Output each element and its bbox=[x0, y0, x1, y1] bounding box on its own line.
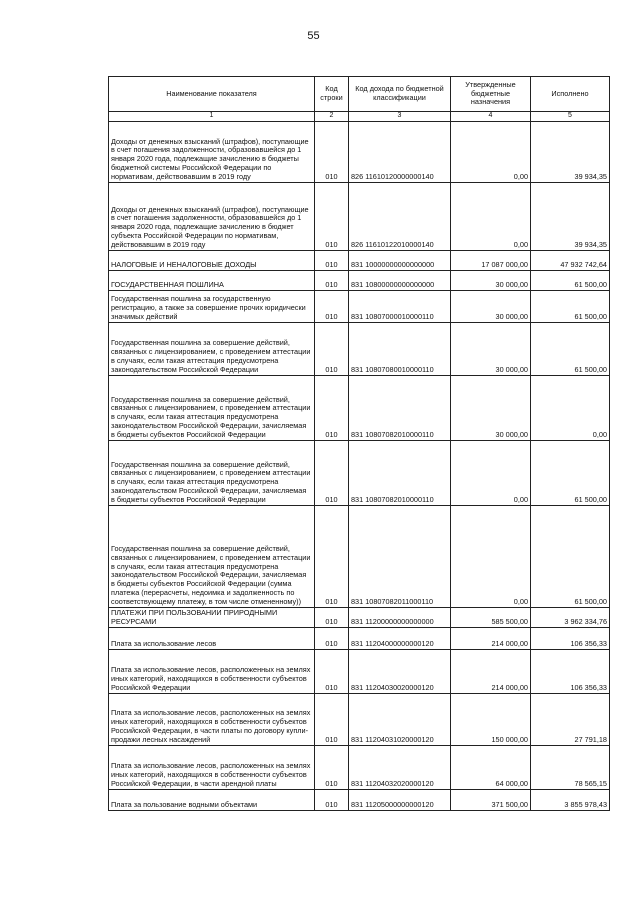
row-approved: 371 500,00 bbox=[451, 790, 531, 811]
row-income-code: 831 11200000000000000 bbox=[349, 608, 451, 628]
header-executed: Исполнено bbox=[531, 77, 610, 112]
row-income-code: 831 10807080010000110 bbox=[349, 323, 451, 376]
row-executed: 61 500,00 bbox=[531, 506, 610, 608]
table-row bbox=[109, 608, 610, 628]
row-line-code: 010 bbox=[315, 251, 349, 271]
row-line-code: 010 bbox=[315, 323, 349, 376]
column-number: 2 bbox=[315, 112, 349, 122]
header-approved: Утвержденные бюджетные назначения bbox=[451, 77, 531, 112]
row-income-code: 831 10807082010000110 bbox=[349, 376, 451, 441]
row-income-code: 826 11610120000000140 bbox=[349, 122, 451, 183]
column-number: 5 bbox=[531, 112, 610, 122]
row-name: Государственная пошлина за совершение действий, связанных с лицензированием, с проведением аттестации в случаях, если такая аттестация предусмотрена законодательством Российской Федерации bbox=[109, 323, 315, 376]
row-approved: 0,00 bbox=[451, 441, 531, 506]
row-name: Плата за использование лесов bbox=[109, 628, 315, 650]
row-line-code: 010 bbox=[315, 122, 349, 183]
table-row bbox=[109, 183, 610, 251]
row-approved: 30 000,00 bbox=[451, 376, 531, 441]
row-name: Государственная пошлина за совершение действий, связанных с лицензированием, с проведением аттестации в случаях, если такая аттестация предусмотрена законодательством Российской Федерации, зачисляемая в бюджеты субъектов Российской Федерации bbox=[109, 441, 315, 506]
row-name: Доходы от денежных взысканий (штрафов), поступающие в счет погашения задолженности, образовавшейся до 1 января 2020 года, подлежащие зачислению в бюджеты бюджетной системы Российской Федерации по нормативам, действовавшим в 2019 году bbox=[109, 122, 315, 183]
column-number: 1 bbox=[109, 112, 315, 122]
row-income-code: 831 10807000010000110 bbox=[349, 291, 451, 323]
row-executed: 39 934,35 bbox=[531, 183, 610, 251]
row-executed: 78 565,15 bbox=[531, 746, 610, 790]
row-executed: 3 855 978,43 bbox=[531, 790, 610, 811]
row-name: ПЛАТЕЖИ ПРИ ПОЛЬЗОВАНИИ ПРИРОДНЫМИ РЕСУРСАМИ bbox=[109, 608, 315, 628]
row-approved: 214 000,00 bbox=[451, 650, 531, 694]
row-line-code: 010 bbox=[315, 291, 349, 323]
table-row bbox=[109, 790, 610, 811]
row-executed: 61 500,00 bbox=[531, 291, 610, 323]
row-line-code: 010 bbox=[315, 376, 349, 441]
row-name: ГОСУДАРСТВЕННАЯ ПОШЛИНА bbox=[109, 271, 315, 291]
row-approved: 0,00 bbox=[451, 122, 531, 183]
row-income-code: 831 11204032020000120 bbox=[349, 746, 451, 790]
row-line-code: 010 bbox=[315, 650, 349, 694]
row-line-code: 010 bbox=[315, 441, 349, 506]
row-name: НАЛОГОВЫЕ И НЕНАЛОГОВЫЕ ДОХОДЫ bbox=[109, 251, 315, 271]
row-approved: 64 000,00 bbox=[451, 746, 531, 790]
row-line-code: 010 bbox=[315, 608, 349, 628]
row-name: Доходы от денежных взысканий (штрафов), поступающие в счет погашения задолженности, образовавшейся до 1 января 2020 года, подлежащие зачислению в бюджет субъекта Российской Федерации по нормативам, действовавшим в 2019 году bbox=[109, 183, 315, 251]
table-row bbox=[109, 628, 610, 650]
budget-execution-table bbox=[108, 76, 610, 811]
row-approved: 30 000,00 bbox=[451, 323, 531, 376]
row-income-code: 831 11204031020000120 bbox=[349, 694, 451, 746]
table-row bbox=[109, 291, 610, 323]
column-number: 3 bbox=[349, 112, 451, 122]
row-name: Плата за использование лесов, расположенных на землях иных категорий, находящихся в собственности субъектов Российской Федерации, в части арендной платы bbox=[109, 746, 315, 790]
table-row bbox=[109, 746, 610, 790]
row-executed: 3 962 334,76 bbox=[531, 608, 610, 628]
row-approved: 30 000,00 bbox=[451, 291, 531, 323]
row-approved: 30 000,00 bbox=[451, 271, 531, 291]
row-income-code: 831 11205000000000120 bbox=[349, 790, 451, 811]
row-name: Государственная пошлина за совершение действий, связанных с лицензированием, с проведением аттестации в случаях, если такая аттестация предусмотрена законодательством Российской Федерации, зачисляемая в бюджеты субъектов Российской Федерации bbox=[109, 376, 315, 441]
row-approved: 17 087 000,00 bbox=[451, 251, 531, 271]
row-income-code: 831 10807082010000110 bbox=[349, 441, 451, 506]
header-income-code: Код дохода по бюджетной классификации bbox=[349, 77, 451, 112]
row-line-code: 010 bbox=[315, 628, 349, 650]
page-number: 55 bbox=[307, 30, 320, 42]
row-name: Плата за использование лесов, расположенных на землях иных категорий, находящихся в собственности субъектов Российской Федерации bbox=[109, 650, 315, 694]
row-name: Плата за использование лесов, расположенных на землях иных категорий, находящихся в собственности субъектов Российской Федерации, в части платы по договору купли-продажи лесных насаждений bbox=[109, 694, 315, 746]
table-row bbox=[109, 323, 610, 376]
row-executed: 61 500,00 bbox=[531, 271, 610, 291]
header-name: Наименование показателя bbox=[109, 77, 315, 112]
table-row bbox=[109, 251, 610, 271]
row-approved: 150 000,00 bbox=[451, 694, 531, 746]
row-name: Государственная пошлина за государственную регистрацию, а также за совершение прочих юридически значимых действий bbox=[109, 291, 315, 323]
row-line-code: 010 bbox=[315, 506, 349, 608]
table-row bbox=[109, 122, 610, 183]
row-executed: 106 356,33 bbox=[531, 628, 610, 650]
row-executed: 39 934,35 bbox=[531, 122, 610, 183]
table-row bbox=[109, 441, 610, 506]
row-line-code: 010 bbox=[315, 790, 349, 811]
row-line-code: 010 bbox=[315, 746, 349, 790]
table-row bbox=[109, 650, 610, 694]
row-approved: 0,00 bbox=[451, 183, 531, 251]
row-income-code: 831 11204000000000120 bbox=[349, 628, 451, 650]
row-approved: 585 500,00 bbox=[451, 608, 531, 628]
row-executed: 27 791,18 bbox=[531, 694, 610, 746]
row-income-code: 831 10807082011000110 bbox=[349, 506, 451, 608]
table-row bbox=[109, 271, 610, 291]
row-name: Государственная пошлина за совершение действий, связанных с лицензированием, с проведением аттестации в случаях, если такая аттестация предусмотрена законодательством Российской Федерации, зачисляемая в бюджеты субъектов Российской Федерации (сумма платежа (перерасчеты, недоимка и задолженность по соответствующему платежу, в том числе отмененному)) bbox=[109, 506, 315, 608]
row-approved: 214 000,00 bbox=[451, 628, 531, 650]
row-line-code: 010 bbox=[315, 694, 349, 746]
column-number: 4 bbox=[451, 112, 531, 122]
table-row bbox=[109, 376, 610, 441]
row-executed: 61 500,00 bbox=[531, 441, 610, 506]
row-name: Плата за пользование водными объектами bbox=[109, 790, 315, 811]
row-executed: 47 932 742,64 bbox=[531, 251, 610, 271]
row-income-code: 831 11204030020000120 bbox=[349, 650, 451, 694]
table-row bbox=[109, 694, 610, 746]
row-approved: 0,00 bbox=[451, 506, 531, 608]
row-income-code: 831 10000000000000000 bbox=[349, 251, 451, 271]
table-row bbox=[109, 506, 610, 608]
row-income-code: 831 10800000000000000 bbox=[349, 271, 451, 291]
row-executed: 106 356,33 bbox=[531, 650, 610, 694]
row-line-code: 010 bbox=[315, 183, 349, 251]
header-line-code: Код строки bbox=[315, 77, 349, 112]
row-income-code: 826 11610122010000140 bbox=[349, 183, 451, 251]
row-executed: 61 500,00 bbox=[531, 323, 610, 376]
row-executed: 0,00 bbox=[531, 376, 610, 441]
row-line-code: 010 bbox=[315, 271, 349, 291]
